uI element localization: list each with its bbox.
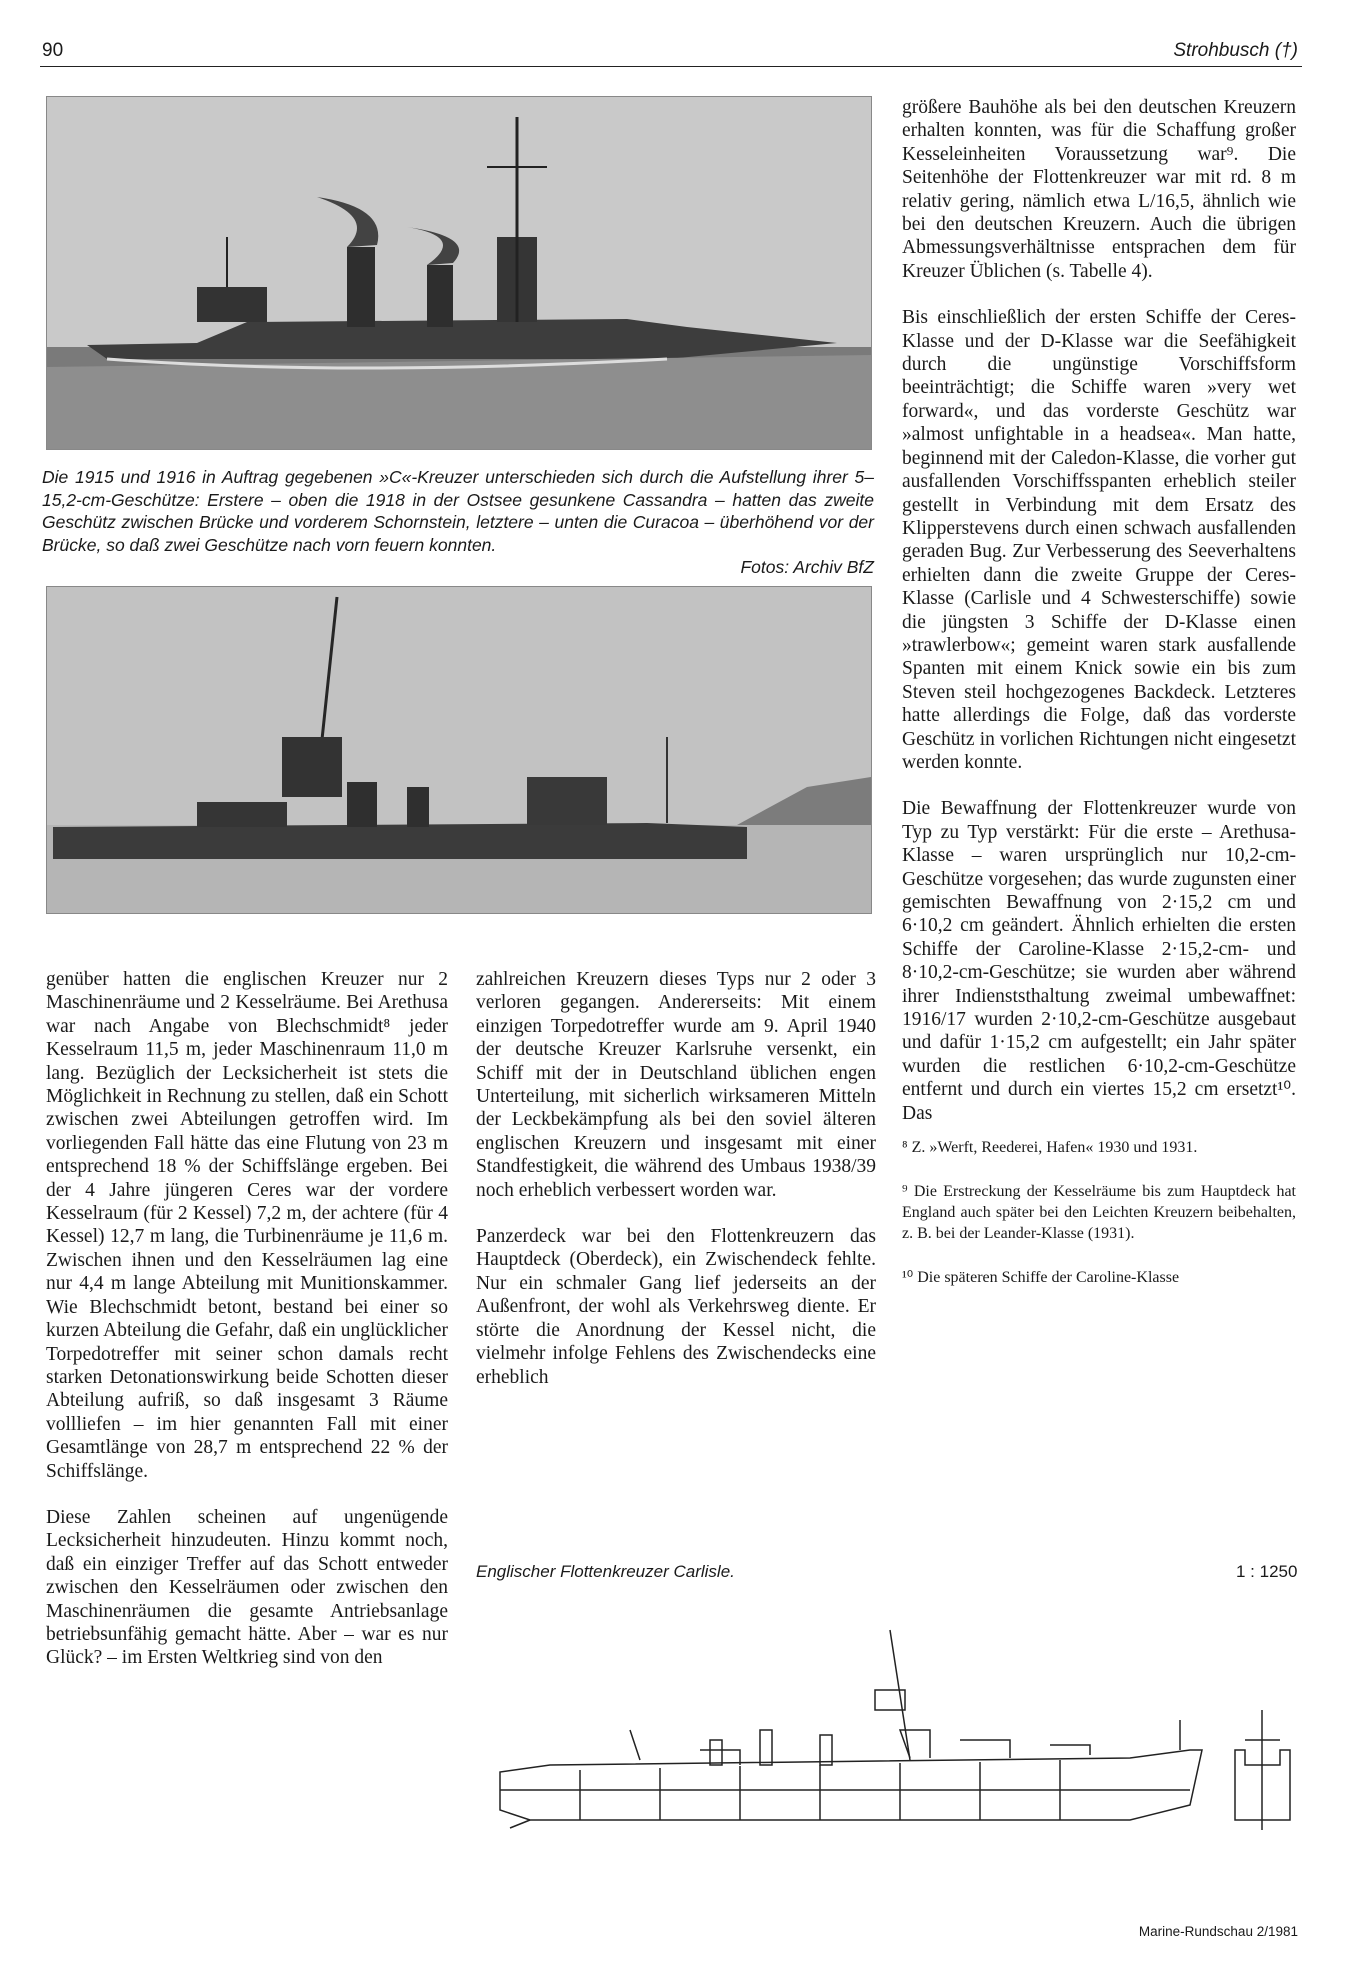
paragraph: Panzerdeck war bei den Flottenkreuzern das Hauptdeck (Oberdeck), ein Zwischendeck fehlte. Nur ein schmaler Gang lief jederseits an der Außenfront, der wohl als Verkehrsweg diente. Er störte die Anordnung der Kessel nicht, die vielmehr infolge Fehlens des Zwischendecks eine erheblich [476,1226,876,1388]
photo-curacoa [46,586,872,914]
footnote-8: ⁸ Z. »Werft, Reederei, Hafen« 1930 und 1931. [902,1139,1198,1157]
footnote-9: ⁹ Die Erstreckung der Kesselräume bis zum Hauptdeck hat England auch später bei den Leichten Kreuzern beibehalten, z. B. bei der Leander-Klasse (1931). [902,1183,1296,1243]
footnotes [902,1137,1296,1288]
ship-profile-drawing [490,1600,1310,1830]
journal-footer: Marine-Rundschau 2/1981 [1138,1924,1298,1939]
right-column [902,96,1296,1288]
running-head-author: Strohbusch (†) [1173,40,1298,61]
drawing-title: Englischer Flottenkreuzer Carlisle. [476,1562,735,1581]
page-number: 90 [42,40,64,61]
photo-caption [42,466,874,579]
paragraph: zahlreichen Kreuzern dieses Typs nur 2 oder 3 verloren gegangen. Andererseits: Mit einem einzigen Torpedotreffer wurde am 9. April 1940 der deutsche Kreuzer Karlsruhe versenkt, ein Schiff mit der in Deutschland üblichen engen Unterteilung, mit sicherlich wirksameren Mitteln der Leckbekämpfung als bei den soviel älteren englischen Kreuzern und insgesamt mit einer Standfestigkeit, die während des Umbaus 1938/39 noch erheblich verbessert worden war. [476,969,876,1201]
footnote-10: ¹⁰ Die späteren Schiffe der Caroline-Klasse [902,1269,1180,1287]
paragraph: genüber hatten die englischen Kreuzer nur 2 Maschinenräume und 2 Kesselräume. Bei Arethusa war nach Angabe von Blechschmidt⁸ jeder Kesselraum 11,5 m, jeder Maschinenraum 11,0 m lang. Bezüglich der Lecksicherheit ist stets die Möglichkeit in Rechnung zu stellen, daß ein Schott zwischen zwei Abteilungen getroffen wird. Im vorliegenden Fall hätte das eine Flutung von 23 m entsprechend 18 % der Schiffslänge ergeben. Bei der 4 Jahre jüngeren Ceres war der vordere Kesselraum (für 2 Kessel) 7,2 m, der achtere (für 4 Kessel) 12,7 m lang, die Turbinenräume je 11,6 m. Zwischen ihnen und den Kesselräumen lag eine nur 4,4 m lange Abteilung mit Munitionskammer. Wie Blechschmidt betont, bestand bei einer so kurzen Abteilung die Gefahr, daß ein unglücklicher Torpedotreffer mit seiner schon damals recht starken Detonationswirkung beide Schotten dieser Abteilung aufriß, so daß insgesamt 3 Räume vollliefen – im hier genannten Fall mit einer Gesamtlänge von 28,7 m entsprechend 22 % der Schiffslänge. [46,969,448,1482]
paragraph: Die Bewaffnung der Flottenkreuzer wurde von Typ zu Typ verstärkt: Für die erste – Arethusa-Klasse – waren ursprünglich nur 10,2-cm-Geschütze vorgesehen; das wurde zugunsten einer gemischten Bewaffnung von 2·15,2 cm und 6·10,2 cm geändert. Ähnlich erhielten die ersten Schiffe der Caroline-Klasse 2·15,2-cm- und 8·10,2-cm-Geschütze; sie wurden aber während ihrer Indienststhaltung zweimal umbewaffnet: 1916/17 wurden 2·10,2-cm-Geschütze ausgebaut und dafür 1·15,2 cm aufgestellt; ein Jahr später wurden die restlichen 6·10,2-cm-Geschütze entfernt und durch ein viertes 15,2 cm ersetzt¹⁰. Das [902,798,1296,1124]
left-column [46,968,448,1670]
paragraph: Bis einschließlich der ersten Schiffe der Ceres-Klasse und der D-Klasse war die Seefähigkeit durch die ungünstige Vorschiffsform beeinträchtigt; die Schiffe waren »very wet forward«, und das vorderste Geschütz war »almost unfightable in a headsea«. Man hatte, beginnend mit der Caledon-Klasse, die vorher gut ausfallenden Vorschiffsspanten erheblich steiler gestellt in Verbindung mit dem Ersatz des Klipperstevens durch einen schwach ausfallenden geraden Bug. Zur Verbesserung des Seeverhaltens erhielten dann die zweite Gruppe der Ceres-Klasse (Carlisle und 4 Schwesterschiffe) sowie die jüngsten 3 Schiffe der D-Klasse einen »trawlerbow«; gemeint waren stark ausfallende Spanten mit einem Knick sowie ein bis zum Steven steil hochgezogenes Backdeck. Letzteres hatte allerdings die Folge, daß das vorderste Geschütz in vorlichen Richtungen nicht eingesetzt werden konnte. [902,307,1296,773]
caption-text: Die 1915 und 1916 in Auftrag gegebenen »C«-Kreuzer unterschieden sich durch die Aufstellung ihrer 5–15,2-cm-Geschütze: Erstere – oben die 1918 in der Ostsee gesunkene Cassandra – hatten das zweite Geschütz zwischen Brücke und vorderem Schornstein, letztere – unten die Curacoa – überhöhend vor der Brücke, so daß zwei Geschütze nach vorn feuern konnten. [42,467,874,555]
photo-cassandra [46,96,872,450]
header-rule [40,66,1302,67]
paragraph: Diese Zahlen scheinen auf ungenügende Lecksicherheit hinzudeuten. Hinzu kommt noch, daß ein einziger Treffer auf das Schott entweder zwischen den Kesselräumen oder zwischen den Maschinenräumen die gesamte Antriebsanlage betriebsunfähig gemacht hätte. Aber – war es nur Glück? – im Ersten Weltkrieg sind von den [46,1506,448,1669]
middle-column [476,968,876,1389]
paragraph: größere Bauhöhe als bei den deutschen Kreuzern erhalten konnten, was für die Schaffung großer Kesseleinheiten Voraussetzung war⁹. Die Seitenhöhe der Flottenkreuzer war mit rd. 8 m relativ gering, nämlich etwa L/16,5, ähnlich wie bei den deutschen Kreuzern. Auch die übrigen Abmessungsverhältnisse entsprachen dem für Kreuzer Üblichen (s. Tabelle 4). [902,97,1296,282]
drawing-scale: 1 : 1250 [1236,1562,1298,1581]
photo-credit: Fotos: Archiv BfZ [740,557,874,577]
